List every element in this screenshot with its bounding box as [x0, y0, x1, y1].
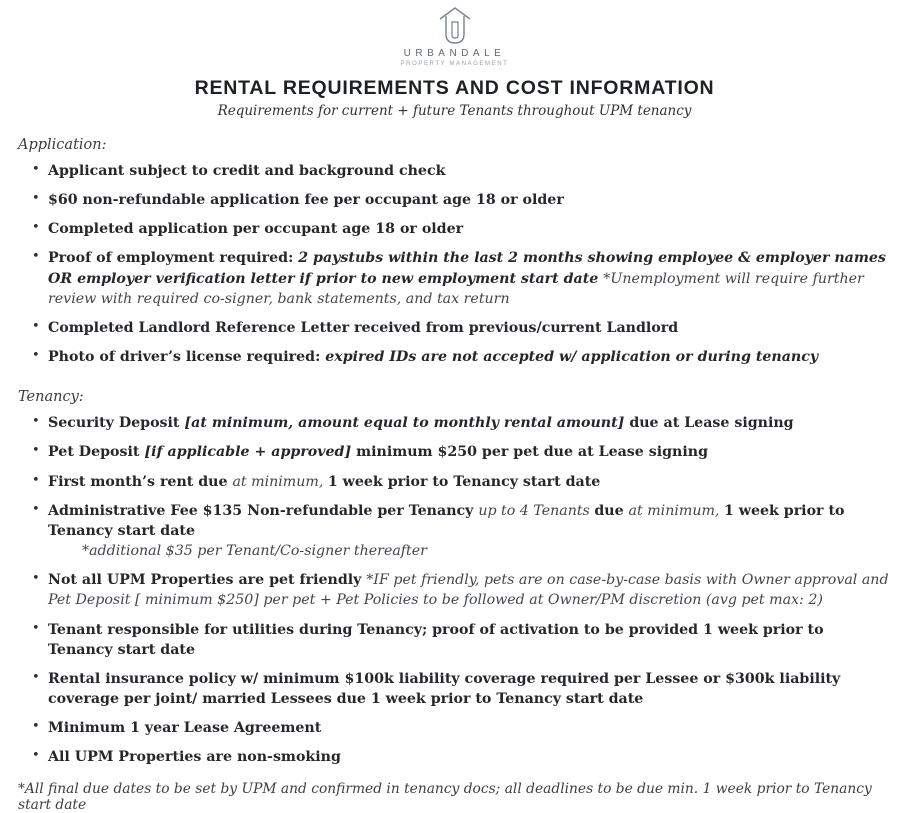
- text-segment: Not all UPM Properties are pet friendly: [48, 572, 367, 589]
- text-segment: Applicant subject to credit and background check: [48, 163, 446, 179]
- text-segment: Pet Deposit: [48, 444, 145, 461]
- brand-name: URBANDALE: [403, 48, 506, 59]
- list-item: [48, 347, 891, 367]
- list-item: [48, 718, 891, 738]
- section-heading: Application:: [18, 137, 107, 153]
- text-segment: *additional $35 per Tenant/Co-signer thereafter: [82, 543, 427, 560]
- text-segment: due: [594, 502, 629, 519]
- text-segment: Security Deposit: [48, 415, 185, 432]
- text-segment: *IF pet friendly, pets are on case-by-case basis with Owner approval and Pet Deposit [ minimum $250] per pet + Pet Policies to be followed at Owner/PM discretion (avg pet max: 2): [48, 572, 889, 609]
- text-segment: $60 non-refundable application fee per occupant age 18 or older: [48, 192, 564, 209]
- list-item: [48, 501, 891, 561]
- text-segment: Rental insurance policy w/ minimum $100k liability coverage required per Lessee or $300k liability coverage per joint/ married Lessees due 1 week prior to Tenancy start date: [48, 670, 841, 707]
- text-segment: up to 4 Tenants: [478, 502, 595, 519]
- list-item: [48, 669, 891, 709]
- list-item: [48, 620, 891, 660]
- list-item: [48, 442, 891, 462]
- sections-container: [18, 137, 891, 767]
- text-segment: Minimum 1 year Lease Agreement: [48, 720, 322, 737]
- footer-note: *All final due dates to be set by UPM and confirmed in tenancy docs; all deadlines to be due min. 1 week prior to Tenancy start date: [18, 781, 872, 813]
- brand-tagline: PROPERTY MANAGEMENT: [400, 61, 509, 67]
- section: [18, 389, 891, 767]
- text-segment: minimum $250 per pet due at Lease signing: [356, 444, 708, 461]
- house-icon: [434, 6, 476, 46]
- list-item: [48, 472, 891, 492]
- text-segment: Completed application per occupant age 18 or older: [48, 221, 464, 238]
- list-item: [48, 161, 891, 181]
- text-segment: *Unemployment will require further review with required co-signer, bank statements, and tax return: [48, 270, 864, 307]
- text-segment: [at minimum, amount equal to monthly rental amount]: [184, 415, 630, 432]
- bullet-list: [18, 413, 891, 767]
- logo: [18, 6, 891, 67]
- text-segment: 2 paystubs within the last 2 months showing employee & employer names OR employer verification letter if prior to new employment start date: [48, 250, 886, 287]
- list-item: [48, 190, 891, 210]
- text-segment: Photo of driver’s license required:: [48, 349, 326, 366]
- list-item: [48, 747, 891, 767]
- list-item: [48, 318, 891, 338]
- section: [18, 137, 891, 367]
- text-segment: 1 week prior to Tenancy start date: [48, 502, 845, 539]
- list-item: [48, 219, 891, 239]
- text-segment: [if applicable + approved]: [144, 444, 357, 461]
- section-heading: Tenancy:: [18, 389, 84, 406]
- list-item: [48, 248, 891, 308]
- bullet-list: [18, 161, 891, 367]
- text-segment: Completed Landlord Reference Letter received from previous/current Landlord: [48, 319, 679, 336]
- text-segment: due at Lease signing: [629, 415, 794, 432]
- text-segment: First month’s rent due: [48, 473, 233, 490]
- list-item: [48, 570, 891, 610]
- text-segment: Administrative Fee $135 Non-refundable per Tenancy: [48, 502, 479, 519]
- page-subtitle: Requirements for current + future Tenants throughout UPM tenancy: [217, 103, 692, 119]
- text-segment: at minimum,: [232, 473, 328, 490]
- text-segment: All UPM Properties are non-smoking: [48, 749, 341, 766]
- text-segment: 1 week prior to Tenancy start date: [327, 473, 601, 490]
- text-segment: Proof of employment required:: [48, 250, 299, 267]
- text-segment: expired IDs are not accepted w/ application or during tenancy: [325, 349, 819, 366]
- list-item: [48, 413, 891, 433]
- page-title: RENTAL REQUIREMENTS AND COST INFORMATION: [194, 77, 715, 99]
- text-segment: Tenant responsible for utilities during Tenancy; proof of activation to be provided 1 week prior to Tenancy start date: [48, 621, 824, 658]
- text-segment: at minimum,: [628, 502, 724, 519]
